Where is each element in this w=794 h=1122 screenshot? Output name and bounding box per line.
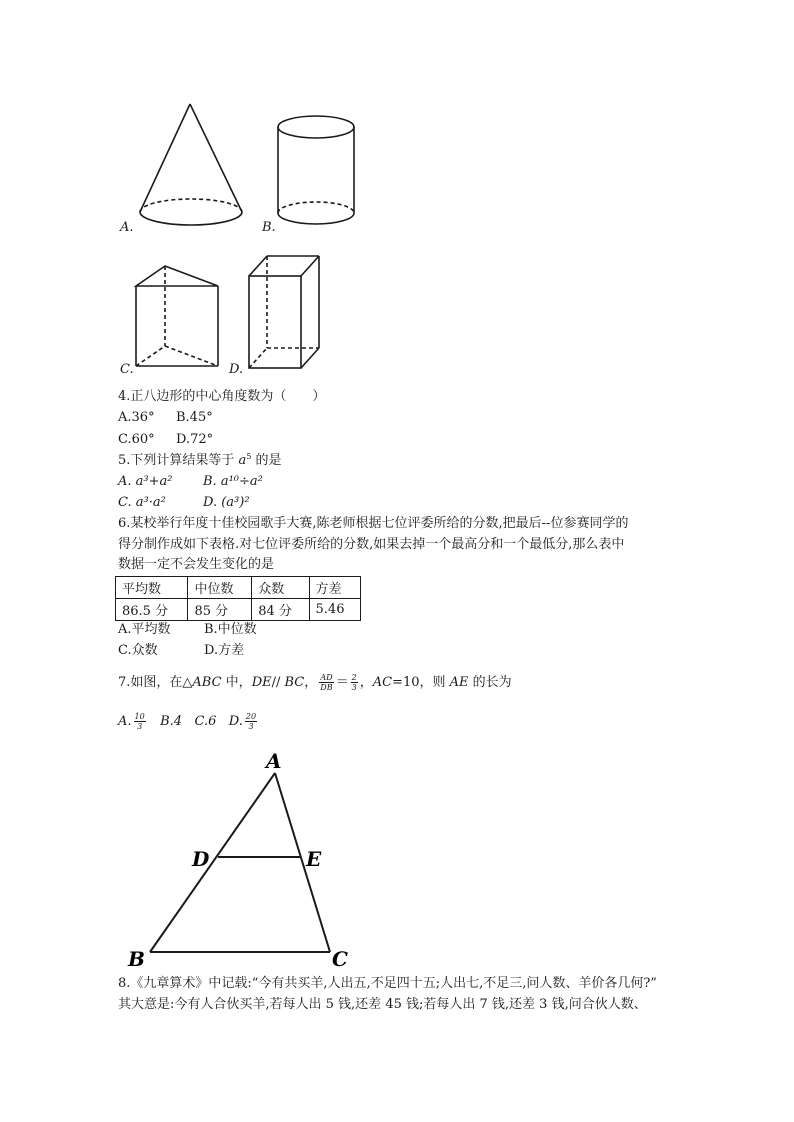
q7-option-c: C.6 — [194, 714, 217, 729]
q6-option-c: C.众数 — [118, 643, 158, 658]
q6-stem-line-2: 得分制作成如下表格.对七位评委所给的分数,如果去掉一个最高分和一个最低分,那么表中 — [118, 537, 625, 552]
table-cell: 84 分 — [252, 599, 309, 621]
table-header-cell: 众数 — [252, 577, 309, 599]
ratio-fraction: $\frac{AD}{DB}$ — [320, 673, 333, 692]
ratio-value-fraction: $\frac{2}{3}$ — [351, 673, 357, 692]
q4-option-c: C.60° — [118, 432, 155, 447]
q6-option-a: A.平均数 — [118, 622, 171, 637]
q6-option-b: B.中位数 — [204, 622, 257, 637]
point-d-label: D — [192, 847, 210, 871]
q4-option-a: A.36° — [118, 410, 155, 425]
triangular-prism-figure — [130, 262, 230, 372]
q7-options — [118, 712, 259, 731]
q8-stem-line-2: 其大意是:今有人合伙买羊,若每人出 5 钱,还差 45 钱;若每人出 7 钱,还差 3 钱,问合伙人数、 — [118, 997, 647, 1012]
point-e-label: E — [306, 847, 322, 871]
q5-option-a: A. a³+a² — [118, 474, 173, 489]
q7-option-d: D. $\frac{20}{3}$ — [228, 712, 257, 731]
cone-figure — [130, 100, 255, 235]
vertex-a-label: A — [266, 749, 282, 773]
q7-option-a: A. $\frac{10}{3}$ — [118, 712, 145, 731]
triangle-abc-figure — [120, 748, 370, 973]
table-header-cell: 平均数 — [116, 577, 188, 599]
figure-label-d: D. — [229, 362, 244, 377]
q6-stem-line-3: 数据一定不会发生变化的是 — [118, 557, 275, 572]
table-cell: 86.5 分 — [116, 599, 188, 621]
cuboid-figure — [245, 252, 325, 372]
q4-stem: 4.正八边形的中心角度数为（ ） — [118, 389, 326, 404]
vertex-b-label: B — [128, 947, 145, 971]
q5-option-c: C. a³·a² — [118, 495, 166, 510]
side-ab — [150, 773, 275, 952]
q8-stem-line-1: 8.《九章算术》中记载:“今有共买羊,人出五,不足四十五;人出七,不足三,问人数、羊价各几何?” — [118, 976, 657, 991]
vertex-c-label: C — [332, 947, 348, 971]
q6-option-d: D.方差 — [204, 643, 245, 658]
table-header-cell: 中位数 — [188, 577, 252, 599]
q5-stem: 5.下列计算结果等于 $a^5$ 的是 — [118, 452, 282, 468]
figure-label-a: A. — [120, 220, 134, 235]
q5-option-b: B. a¹⁰÷a² — [203, 474, 263, 489]
table-cell: 5.46 — [309, 599, 360, 621]
side-ac — [275, 773, 330, 952]
figure-label-c: C. — [120, 362, 134, 377]
cylinder-figure — [272, 110, 362, 230]
q4-option-b: B.45° — [176, 410, 213, 425]
score-stats-table — [115, 576, 361, 621]
q4-option-d: D.72° — [176, 432, 214, 447]
table-header-row — [116, 577, 361, 599]
figure-label-b: B. — [262, 220, 276, 235]
table-row — [116, 599, 361, 621]
table-header-cell: 方差 — [309, 577, 360, 599]
q7-option-b: B.4 — [160, 714, 183, 729]
table-cell: 85 分 — [188, 599, 252, 621]
q7-stem: 7.如图，在△ABC 中，DE// BC， $\frac{AD}{DB}$ ＝ $\frac{2}{3}$ ，AC=10，则 AE 的长为 — [118, 673, 512, 692]
q6-stem-line-1: 6.某校举行年度十佳校园歌手大赛,陈老师根据七位评委所给的分数,把最后--位参赛同学的 — [118, 516, 629, 531]
q5-option-d: D. (a³)² — [203, 495, 250, 510]
